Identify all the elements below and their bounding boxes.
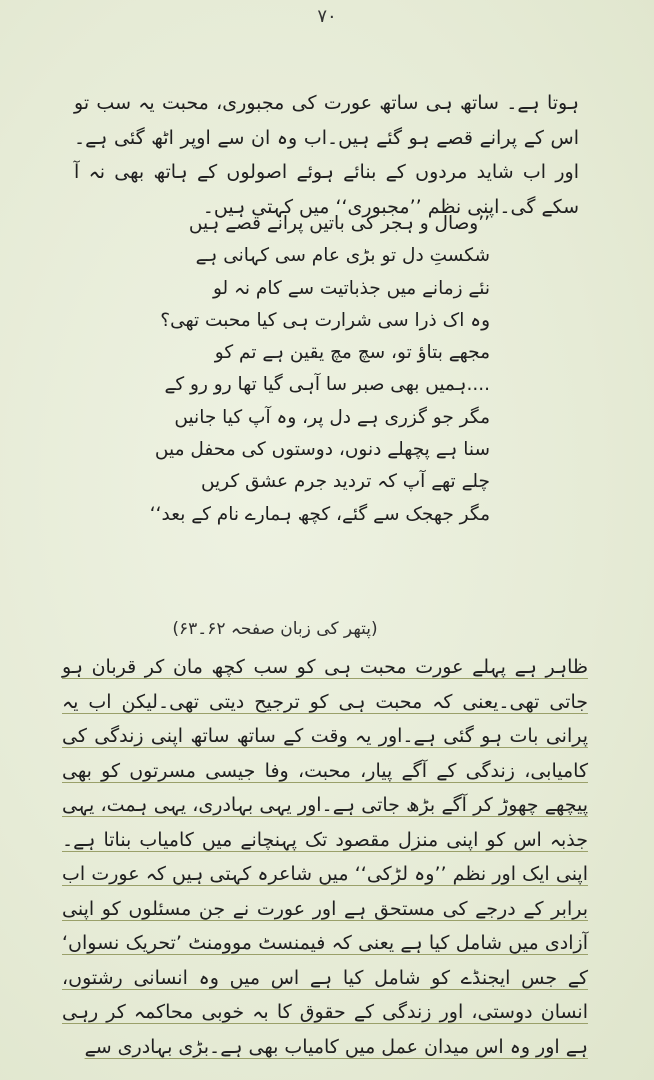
page-number: ۷۰ [317,6,337,27]
poem-block [140,208,490,531]
poem-line: ’’وصال و ہجر کی باتیں پرانے قصے ہیں [188,213,490,234]
paragraph-analysis: ظاہر ہے پہلے عورت محبت ہی کو سب کچھ مان کر قربان ہو جاتی تھی۔یعنی کہ محبت ہی کو ترجیح دیتی تھی۔لیکن اب یہ پرانی بات ہو گئی ہے۔اور یہ وقت کے ساتھ ساتھ اپنی زندگی کی کامیابی، زندگی کے آگے پیار، محبت، وفا جیسی مسرتوں کو بھی پیچھے چھوڑ کر آگے بڑھ جاتی ہے۔اور یہی بہادری، یہی ہمت، یہی جذبہ اس کو اپنی منزل مقصود تک پہنچانے میں کامیاب بناتا ہے۔اپنی ایک اور نظم ’’وہ لڑکی‘‘ میں شاعرہ کہتی ہیں کہ عورت اب برابر کے درجے کی مستحق ہے اور عورت نے جن مسئلوں کو اپنی آزادی میں شامل کیا ہے یعنی کہ فیمنسٹ موومنٹ ’تحریک نسواں‘ کے جس ایجنڈے کو شامل کیا ہے اس میں وہ انسانی رشتوں، انسان دوستی، اور زندگی کے حقوق کا بہ خوبی محاکمہ کر رہی ہے اور وہ اس میدان عمل میں کامیاب بھی ہے۔بڑی بہادری سے [62,656,588,1058]
poem-line: شکستِ دل تو بڑی عام سی کہانی ہے [195,245,490,267]
poem-line: مگر جو گزری ہے دل پر، وہ آپ کیا جانیں [174,406,490,428]
poem-line: ....ہمیں بھی صبر سا آہی گیا تھا رو رو کے [164,374,490,396]
poem-line: سنا ہے پچھلے دنوں، دوستوں کی محفل میں [154,439,490,461]
paragraph-intro: ہوتا ہے۔ ساتھ ہی ساتھ عورت کی مجبوری، محبت یہ سب تو اس کے پرانے قصے ہو گئے ہیں۔اب وہ ان سے اوپر اٹھ گئی ہے۔اور اب شاید مردوں کے بنائے ہوئے اصولوں کے ہاتھ بھی نہ آ سکے گی۔اپنی نظم ’’مجبوری‘‘ میں کہتی ہیں۔ [74,92,579,218]
source-reference: (پتھر کی زبان صفحہ ۶۲۔۶۳) [172,619,378,639]
poem-line: مجھے بتاؤ تو، سچ مچ یقین ہے تم کو [214,342,490,364]
poem-line: نئے زمانے میں جذباتیت سے کام نہ لو [212,277,490,299]
poem-line: چلے تھے آپ کہ تردید جرم عشق کریں [200,471,490,493]
poem-line: وہ اک ذرا سی شرارت ہی کیا محبت تھی؟ [160,309,490,331]
poem-line: مگر جھجک سے گئے، کچھ ہمارے نام کے بعد‘‘ [149,503,490,525]
